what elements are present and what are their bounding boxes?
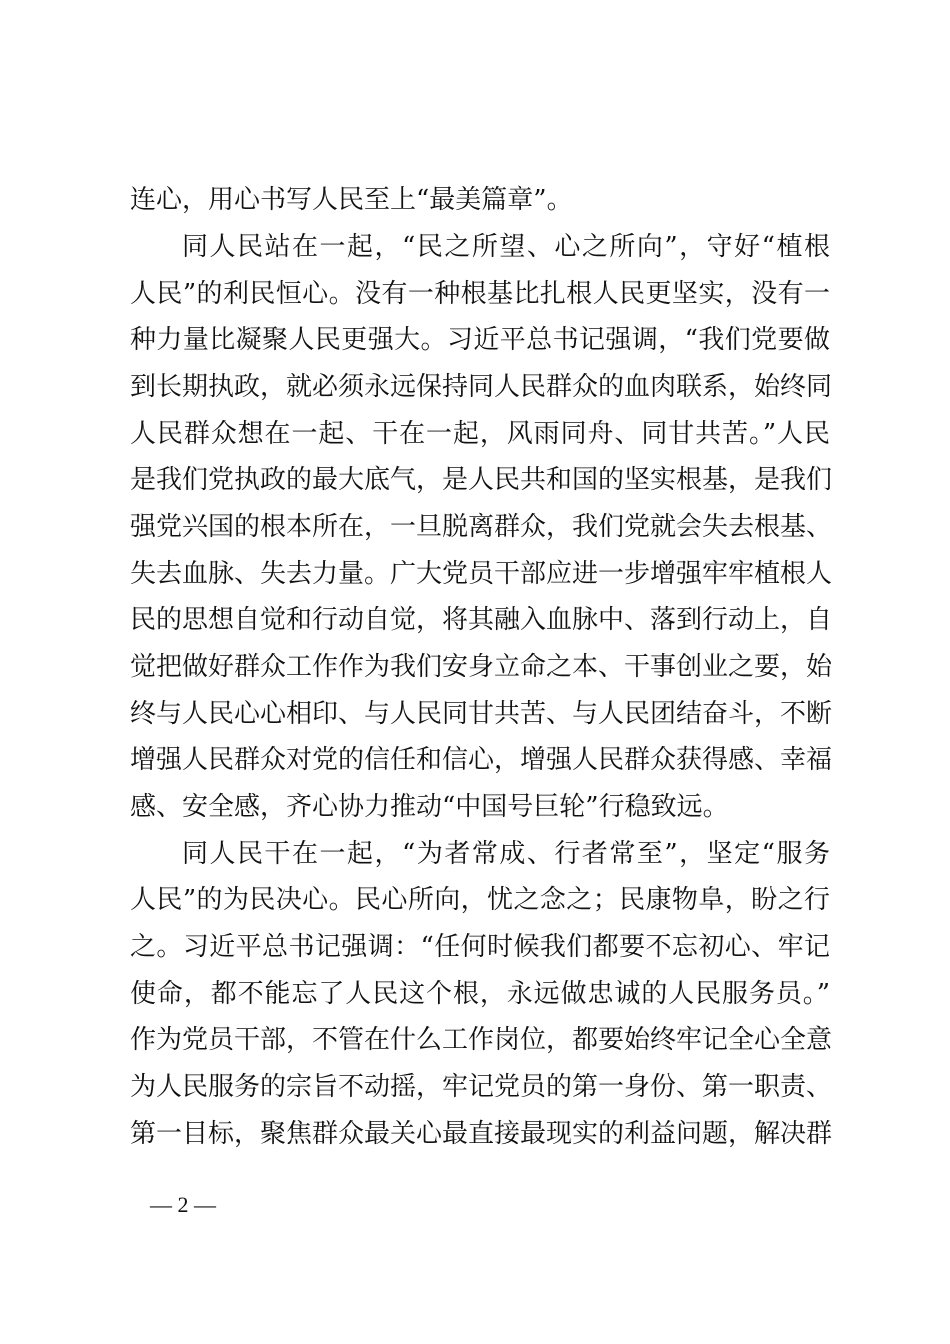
text-line: 是我们党执政的最大底气，是人民共和国的坚实根基，是我们 <box>130 465 833 495</box>
page-number: — 2 — <box>150 1192 216 1217</box>
text-line: 使命，都不能忘了人民这个根，永远做忠诚的人民服务员。” <box>130 979 830 1009</box>
text-line: 人民”的为民决心。民心所向，忧之念之；民康物阜，盼之行 <box>130 885 830 915</box>
text-line: 人民群众想在一起、干在一起，风雨同舟、同甘共苦。”人民 <box>130 419 830 449</box>
paragraph-start-line: 同人民站在一起，“民之所望、心之所向”，守好“植根 <box>182 232 830 262</box>
text-line: 增强人民群众对党的信任和信心，增强人民群众获得感、幸福 <box>130 745 833 775</box>
text-line: 为人民服务的宗旨不动摇，牢记党员的第一身份、第一职责、 <box>130 1072 833 1102</box>
text-line: 终与人民心心相印、与人民同甘共苦、与人民团结奋斗，不断 <box>130 699 833 729</box>
text-line: 种力量比凝聚人民更强大。习近平总书记强调，“我们党要做 <box>130 325 830 355</box>
text-line: 作为党员干部，不管在什么工作岗位，都要始终牢记全心全意 <box>130 1025 833 1055</box>
text-line: 连心，用心书写人民至上“最美篇章”。 <box>130 185 573 215</box>
text-line: 之。习近平总书记强调：“任何时候我们都要不忘初心、牢记 <box>130 932 830 962</box>
text-line: 第一目标，聚焦群众最关心最直接最现实的利益问题，解决群 <box>130 1119 833 1149</box>
paragraph-start-line: 同人民干在一起，“为者常成、行者常至”，坚定“服务 <box>182 839 830 869</box>
text-line: 民的思想自觉和行动自觉，将其融入血脉中、落到行动上，自 <box>130 605 833 635</box>
text-line: 感、安全感，齐心协力推动“中国号巨轮”行稳致远。 <box>130 792 729 822</box>
text-line: 失去血脉、失去力量。广大党员干部应进一步增强牢牢植根人 <box>130 559 833 589</box>
text-line: 到长期执政，就必须永远保持同人民群众的血肉联系，始终同 <box>130 372 833 402</box>
text-line: 觉把做好群众工作作为我们安身立命之本、干事创业之要，始 <box>130 652 833 682</box>
text-line: 人民”的利民恒心。没有一种根基比扎根人民更坚实，没有一 <box>130 279 830 309</box>
text-line: 强党兴国的根本所在，一旦脱离群众，我们党就会失去根基、 <box>130 512 833 542</box>
